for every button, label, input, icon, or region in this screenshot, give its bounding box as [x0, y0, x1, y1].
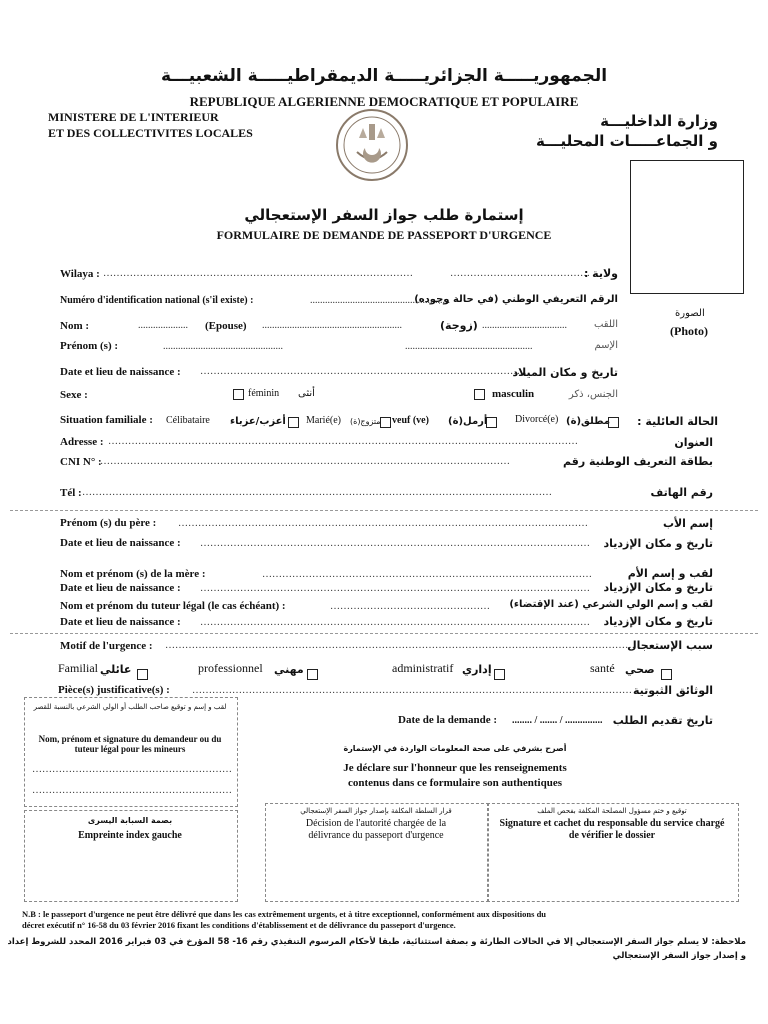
epouse-field[interactable]: ........................................................: [262, 320, 402, 331]
mother-dob-label: Date et lieu de naissance :: [60, 582, 181, 594]
republic-title-fr: REPUBLIQUE ALGERIENNE DEMOCRATIQUE ET POPULAIRE: [189, 94, 579, 109]
fingerprint-label-fr: Empreinte index gauche: [78, 830, 182, 841]
footer-nb-fr-line1: N.B : le passeport d'urgence ne peut être délivré que dans les cas extrêmement urgents, et à titre exceptionnel, conformément aux dispositions du: [22, 909, 547, 919]
divorce-checkbox[interactable]: [608, 417, 619, 428]
divorce-label-ar: مطلق(ة): [566, 416, 611, 427]
adresse-label: Adresse :: [60, 436, 104, 448]
ministry-ar-line1: وزارة الداخليـــة: [600, 112, 718, 130]
declaration-ar: أصرح بشرفي على صحة المعلومات الواردة في الإستمارة: [343, 744, 567, 753]
nom-label: Nom :: [60, 320, 90, 332]
marie-label: Marié(e): [306, 415, 341, 426]
date-request-label-ar: تاريخ تقديم الطلب: [612, 714, 713, 727]
mother-dob-label-ar: تاريخ و مكان الإزدياد: [603, 581, 713, 594]
administratif-label-ar: إداري: [462, 663, 492, 676]
veuf-label-ar: أرمل(ة): [448, 416, 488, 427]
administratif-checkbox[interactable]: [494, 669, 505, 680]
sante-label: santé: [590, 661, 615, 675]
epouse-label: (Epouse): [205, 320, 247, 332]
guardian-dob-label-ar: تاريخ و مكان الإزدياد: [603, 615, 713, 628]
adresse-field[interactable]: ……………………………………………………………………………………………………………………………: [108, 436, 578, 447]
tel-label-ar: رقم الهاتف: [650, 486, 713, 499]
guardian-field[interactable]: …………………………………………: [330, 601, 490, 612]
republic-title-ar: الجمهوريـــــة الجزائريـــــة الديمقراطيـــــة الشعبيـــة: [160, 66, 608, 86]
wilaya-label: Wilaya :: [60, 268, 100, 280]
signature-box-label-fr: Nom, prénom et signature du demandeur ou du tuteur légal pour les mineurs: [38, 734, 222, 754]
signature-line-1[interactable]: ……………………………………………………: [32, 764, 232, 775]
dob-label: Date et lieu de naissance :: [60, 366, 181, 378]
celibataire-label-ar: أعزب/عزباء: [230, 416, 286, 427]
seal-of-algeria-emblem: [335, 108, 409, 182]
nom-label-ar: اللقب: [593, 319, 618, 330]
fingerprint-label-ar: بصمة السبابة اليسرى: [87, 816, 173, 825]
photo-label-ar: الصورة: [675, 308, 705, 319]
service-label-ar: توقيع و ختم مسؤول المصلحة المكلفة بفحص الملف: [537, 807, 687, 815]
guardian-label: Nom et prénom du tuteur légal (le cas échéant) :: [60, 600, 286, 612]
father-dob-field[interactable]: ………………………………………………………………………………………………………: [200, 538, 590, 549]
guardian-label-ar: لقب و إسم الولي الشرعي (عند الإقتضاء): [509, 599, 713, 610]
authority-label-fr-line2: délivrance du passeport d'urgence: [308, 830, 444, 841]
declaration-fr-line2: contenus dans ce formulaire son authentiques: [347, 777, 562, 789]
ministry-ar-line2: و الجماعـــــات المحليـــة: [536, 132, 718, 150]
guardian-dob-label: Date et lieu de naissance :: [60, 616, 181, 628]
epouse-label-ar: (زوجة): [440, 319, 478, 332]
familial-label-ar: عائلي: [100, 663, 132, 676]
photo-box[interactable]: [630, 160, 744, 294]
father-field[interactable]: ……………………………………………………………………………………………………………: [178, 518, 588, 529]
photo-label-fr: (Photo): [670, 324, 708, 338]
service-label-fr-line2: de vérifier le dossier: [568, 830, 656, 841]
feminin-checkbox[interactable]: [233, 389, 244, 400]
feminin-label: féminin: [248, 388, 280, 399]
prenom-field[interactable]: ................................................: [163, 341, 283, 352]
divider-1: [10, 510, 758, 511]
father-dob-label: Date et lieu de naissance :: [60, 537, 181, 549]
footer-nb-ar-line2: و إصدار جواز السفر الإستعجالي: [612, 951, 746, 961]
sante-checkbox[interactable]: [661, 669, 672, 680]
situation-label-ar: الحالة العائلية :: [637, 415, 718, 428]
marie-label-ar: متزوج(ة): [350, 417, 381, 426]
sexe-label: Sexe :: [60, 389, 88, 401]
professionnel-label: professionnel: [198, 661, 263, 675]
father-label-ar: إسم الأب: [662, 517, 713, 530]
guardian-dob-field[interactable]: ………………………………………………………………………………………………………: [200, 617, 590, 628]
motif-label: Motif de l'urgence :: [60, 640, 153, 652]
nom-field[interactable]: ....................: [138, 320, 188, 331]
sante-label-ar: صحي: [625, 663, 655, 676]
masculin-label: masculin: [492, 388, 535, 400]
professionnel-checkbox[interactable]: [307, 669, 318, 680]
wilaya-field-ar-dots[interactable]: ……………………………………: [450, 268, 590, 279]
divider-2: [10, 633, 758, 634]
cni-field[interactable]: ……………………………………………………………………………………………………………: [100, 456, 510, 467]
cni-label: CNI N° :: [60, 456, 102, 468]
masculin-checkbox[interactable]: [474, 389, 485, 400]
footer-nb-ar-line1: ملاحظة: لا يسلم جواز السفر الإستعجالي إلا في الحالات الطارئة و بصفة استثنائية، طبقا لأحكام المرسوم التنفيذي رقم 16- 58 المؤرخ في 03 فبراير 2016 المحدد للشروط إعداد: [7, 937, 746, 947]
nin-label: Numéro d'identification national (s'il existe) :: [60, 295, 254, 306]
signature-box-label-ar: لقب و إسم و توقيع صاحب الطلب أو الولي الشرعي بالنسبة للقصر: [33, 703, 227, 711]
date-request-label: Date de la demande :: [398, 714, 497, 726]
celibataire-label: Célibataire: [166, 415, 210, 426]
date-request-field[interactable]: ........ / ....... / ...............: [512, 715, 603, 726]
celibataire-checkbox[interactable]: [288, 417, 299, 428]
dob-field[interactable]: ………………………………………………………………………………………: [200, 366, 530, 377]
mother-field[interactable]: ………………………………………………………………………………………: [262, 569, 592, 580]
motif-label-ar: سبب الإستعجال: [627, 639, 713, 652]
tel-field[interactable]: ……………………………………………………………………………………………………………………………: [82, 487, 552, 498]
mother-dob-field[interactable]: ………………………………………………………………………………………………………: [200, 583, 590, 594]
prenom-label: Prénom (s) :: [60, 340, 119, 352]
footer-nb-fr-line2: décret exécutif n° 16-58 du 03 février 2016 fixant les conditions d'établissement et de délivrance du passeport d'urgence.: [22, 920, 456, 930]
nin-field[interactable]: ........................................................: [310, 295, 450, 306]
familial-checkbox[interactable]: [137, 669, 148, 680]
mother-label: Nom et prénom (s) de la mère :: [60, 568, 206, 580]
father-label: Prénom (s) du père :: [60, 517, 157, 529]
ministry-fr-line1: MINISTERE DE L'INTERIEUR: [48, 110, 219, 124]
veuf-label: veuf (ve): [392, 415, 429, 426]
familial-label: Familial: [58, 661, 98, 675]
wilaya-field[interactable]: …………………………………………………………………………………: [103, 268, 413, 279]
marie-checkbox[interactable]: [380, 417, 391, 428]
adresse-label-ar: العنوان: [674, 436, 713, 449]
motif-field[interactable]: ……………………………………………………………………………………………………………………………: [165, 640, 635, 651]
professionnel-label-ar: مهني: [274, 663, 304, 676]
cni-label-ar: بطاقة التعريف الوطنية رقم: [563, 455, 713, 468]
authority-label-fr-line1: Décision de l'autorité chargée de la: [305, 818, 447, 829]
divorce-label: Divorcé(e): [515, 414, 559, 425]
sexe-label-ar: الجنس، ذكر: [568, 389, 618, 400]
tel-label: Tél :: [60, 487, 82, 499]
signature-line-2[interactable]: ……………………………………………………: [32, 785, 232, 796]
situation-label: Situation familiale :: [60, 414, 153, 426]
administratif-label: administratif: [392, 661, 454, 675]
authority-label-ar: قرار السلطة المكلفة بإصدار جواز السفر الإستعجالي: [300, 807, 452, 815]
nom-ar-field[interactable]: ..................................: [482, 320, 567, 331]
mother-label-ar: لقب و إسم الأم: [627, 567, 713, 580]
prenom-ar-field[interactable]: ...................................................: [405, 341, 533, 352]
service-label-fr-line1: Signature et cachet du responsable du service chargé: [499, 818, 725, 829]
feminin-label-ar: أنثى: [298, 388, 315, 399]
dob-label-ar: تاريخ و مكان الميلاد: [512, 366, 618, 379]
nin-label-ar: الرقم التعريفي الوطني (في حالة وجوده): [414, 294, 618, 305]
pieces-label: Pièce(s) justificative(s) :: [58, 684, 170, 696]
father-dob-label-ar: تاريخ و مكان الإزدياد: [603, 537, 713, 550]
prenom-label-ar: الإسم: [594, 340, 618, 351]
veuf-checkbox[interactable]: [486, 417, 497, 428]
pieces-field[interactable]: ……………………………………………………………………………………………………………………: [192, 685, 632, 696]
form-title-ar: إستمارة طلب جواز السفر الإستعجالي: [244, 206, 524, 224]
form-title-fr: FORMULAIRE DE DEMANDE DE PASSEPORT D'URGENCE: [216, 228, 552, 242]
declaration-fr-line1: Je déclare sur l'honneur que les renseignements: [343, 762, 567, 774]
wilaya-label-ar: ولاية :: [583, 267, 618, 280]
pieces-label-ar: الوثائق الثبوتية: [632, 684, 713, 697]
ministry-fr-line2: ET DES COLLECTIVITES LOCALES: [48, 126, 253, 140]
